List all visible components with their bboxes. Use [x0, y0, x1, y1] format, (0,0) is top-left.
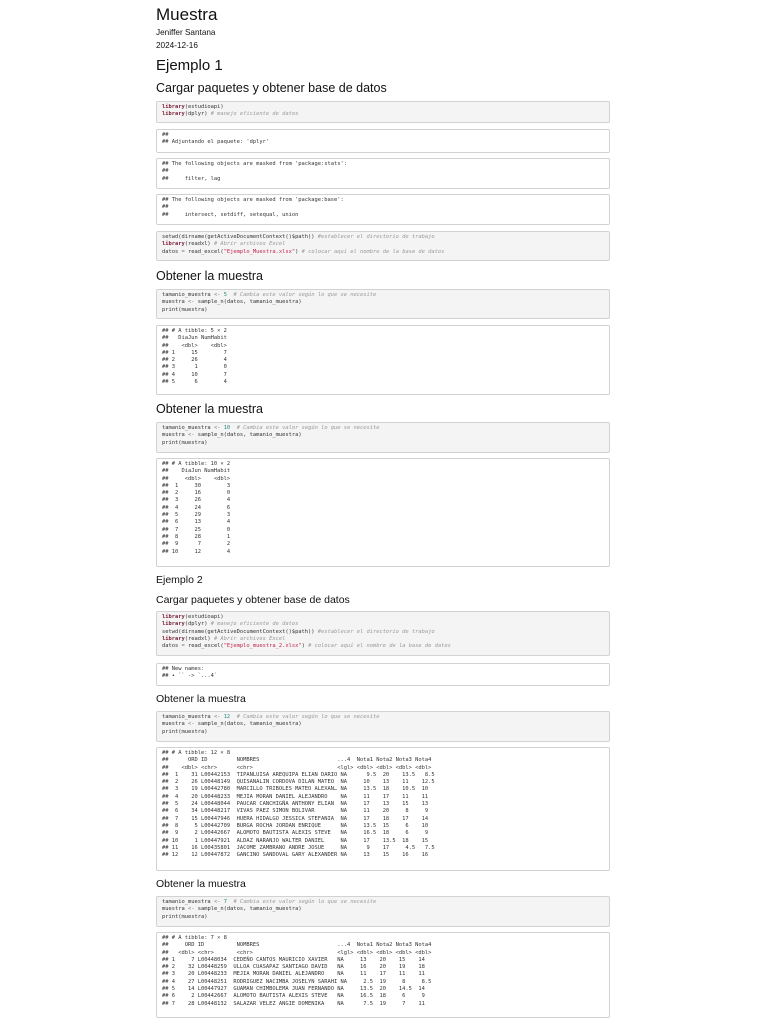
code-token: # manejo eficiente de datos	[210, 111, 299, 118]
output-block	[156, 129, 610, 153]
heading-obtener-muestra-3: Obtener la muestra	[156, 693, 246, 705]
output-line: ## 1 30 3	[162, 482, 231, 489]
output-line: ## 3 20 L00448233 MEJIA MORAN DANIEL ALEJANDRO NA 11 17 11 11	[162, 971, 425, 978]
code-token: <-	[187, 299, 195, 306]
code-token: # Cambia este valor según lo que se necesite	[233, 899, 377, 905]
author: Jeniffer Santana	[156, 28, 216, 37]
code-token: sample_n(datos, tamanio_muestra)	[194, 906, 302, 913]
output-line: ## 10 12 4	[162, 548, 231, 555]
heading-obtener-muestra-1: Obtener la muestra	[156, 269, 263, 283]
output-line: ## ORD ID NOMBRES ...4 Nota1 Nota2 Nota3 Nota4	[162, 757, 432, 764]
code-line	[162, 643, 604, 650]
code-token: 10	[223, 425, 231, 431]
output-line: ## 5 14 L00447927 GUAMAN CHIMBOLEMA JUAN FERNANDO NA 13.5 20 14.5 14	[162, 986, 425, 993]
code-token: # Abrir archivos Excel	[213, 241, 286, 248]
code-token: "Ejemplo_muestra_2.xlsx"	[223, 643, 302, 650]
output-line: ## 3 19 L00442780 MARCILLO TRIBOLES MATEO ALEXAN… NA 13.5 18 10.5 10	[162, 786, 429, 793]
code-token: sample_n(datos, tamanio_muestra)	[194, 432, 302, 439]
code-block	[156, 422, 610, 453]
heading-ejemplo-1: Ejemplo 1	[156, 57, 223, 74]
output-line: ##	[162, 204, 169, 211]
output-line: ## # A tibble: 5 × 2	[162, 328, 227, 334]
output-line: ## • `` -> `...4`	[162, 673, 218, 680]
code-token: #establecer el directorio de trabajo	[317, 234, 435, 240]
code-token: (dplyr)	[184, 621, 211, 628]
code-token: "Ejemplo_Muestra.xlsx"	[223, 248, 296, 255]
output-block	[156, 747, 610, 871]
code-token: )	[295, 248, 302, 255]
output-block	[156, 325, 610, 395]
code-line	[162, 234, 604, 241]
code-token: <-	[187, 906, 195, 913]
code-line	[162, 249, 604, 256]
code-token: tamanio_muestra	[162, 425, 214, 431]
output-line: ##	[162, 132, 169, 138]
code-token: <-	[213, 425, 221, 431]
code-token: read_excel(	[184, 248, 224, 255]
code-line	[162, 241, 604, 248]
output-line: ## <dbl> <dbl>	[162, 342, 227, 349]
code-token: library	[162, 111, 185, 118]
output-block	[156, 194, 610, 225]
code-token: =	[181, 643, 185, 650]
output-line: ## # A tibble: 7 × 8	[162, 935, 227, 941]
code-token: # Abrir archivos Excel	[213, 635, 286, 642]
output-line: ## DiaJun NumHabit	[162, 335, 227, 342]
output-line: ## 6 13 4	[162, 519, 231, 526]
code-line	[162, 629, 604, 636]
heading-ejemplo-2: Ejemplo 2	[156, 574, 203, 586]
code-token: sample_n(datos, tamanio_muestra)	[194, 299, 302, 306]
code-token: (dplyr)	[184, 111, 211, 118]
output-line: ## 5 6 4	[162, 379, 227, 386]
code-token: library	[162, 241, 185, 248]
code-line	[162, 721, 604, 728]
code-token: (estudioapi)	[184, 614, 224, 620]
code-token: (estudioapi)	[184, 104, 224, 110]
code-line	[162, 906, 604, 913]
code-token: (readxl)	[184, 241, 214, 248]
output-line: ## 11 16 L00435801 JACOME ZAMBRANO ANDRE JOSUE NA 9 17 4.5 7.5	[162, 844, 435, 851]
output-line: ## The following objects are masked from 'package:stats':	[162, 161, 347, 167]
code-token: library	[162, 635, 185, 642]
output-line: ## 5 24 L00448044 PAUCAR CANCHIGÑA ANTHONY ELIAN NA 17 13 15 13	[162, 801, 429, 808]
code-token: library	[162, 104, 185, 110]
output-line: ## ORD ID NOMBRES ...4 Nota1 Nota2 Nota3 Nota4	[162, 942, 432, 949]
output-line: ## <dbl> <chr> <chr> <lgl> <dbl> <dbl> <dbl> <dbl>	[162, 949, 432, 956]
code-token: # Cambia este valor según lo que se necesite	[236, 425, 380, 431]
code-line	[162, 432, 604, 439]
code-line	[162, 299, 604, 306]
output-line: ## New names:	[162, 666, 205, 672]
code-token: <-	[187, 432, 195, 439]
code-block	[156, 231, 610, 261]
output-line: ## 12 12 L00447872 GANCINO SANDOVAL GARY ALEXANDER NA 13 15 16 16	[162, 852, 429, 859]
code-token: # manejo eficiente de datos	[210, 621, 299, 628]
code-token: # Cambia este valor según lo que se necesite	[236, 714, 380, 720]
code-block	[156, 611, 610, 656]
code-token: <-	[187, 721, 195, 728]
heading-cargar-paquetes-2: Cargar paquetes y obtener base de datos	[156, 594, 350, 606]
output-line: ## 1 7 L00448034 CEDEÑO CANTOS MAURICIO XAVIER NA 13 20 15 14	[162, 956, 425, 963]
output-block	[156, 158, 610, 189]
code-token: <-	[213, 292, 221, 298]
output-line: ## 2 26 L00448149 QUISANALIN CORDOVA DILAN MATEO NA 10 13 11 12.5	[162, 779, 435, 786]
code-token: tamanio_muestra	[162, 899, 214, 905]
code-token: print(muestra)	[162, 439, 208, 446]
code-line	[162, 292, 604, 299]
output-line: ## 9 2 L00442667 ALOMOTO BAUTISTA ALEXIS STEVE NA 16.5 18 6 9	[162, 830, 429, 837]
code-token: tamanio_muestra	[162, 292, 214, 298]
output-line: ## 7 15 L00447946 HUERA HIDALGO JESSICA STEFANIA NA 17 18 17 14	[162, 815, 429, 822]
code-line	[162, 614, 604, 621]
code-token: # colocar aquí el nombre de la base de datos	[301, 248, 445, 255]
output-line: ## Adjuntando el paquete: 'dplyr'	[162, 139, 270, 146]
heading-obtener-muestra-2: Obtener la muestra	[156, 402, 263, 416]
code-token: muestra	[162, 299, 188, 306]
code-token: )	[301, 643, 309, 650]
output-line: ## # A tibble: 12 × 8	[162, 750, 231, 756]
output-line: ## 6 34 L00448217 VIVAS PAEZ SIMON BOLIVAR NA 11 20 8 9	[162, 808, 429, 815]
output-line: ## 3 26 4	[162, 497, 231, 504]
output-line: ## 1 31 L00442153 TIPANLUISA AREQUIPA ELIAN DARIO NA 9.5 20 13.5 8.5	[162, 771, 435, 778]
output-line: ## 9 7 2	[162, 541, 231, 548]
code-token: muestra	[162, 432, 188, 439]
code-block	[156, 289, 610, 319]
output-line: ## 4 27 L00448251 RODRIGUEZ NACIMBA JOSELYN SARAHI NA 2.5 19 8 8.5	[162, 978, 432, 985]
code-token: <-	[213, 899, 221, 905]
code-token: 7	[223, 899, 227, 905]
output-block	[156, 663, 610, 686]
output-line: ## 5 29 3	[162, 512, 231, 519]
output-line: ##	[162, 168, 169, 175]
code-line	[162, 621, 604, 628]
code-token: print(muestra)	[162, 913, 208, 920]
code-token: print(muestra)	[162, 728, 208, 735]
heading-cargar-paquetes-1: Cargar paquetes y obtener base de datos	[156, 81, 387, 95]
code-token: datos	[162, 248, 182, 255]
code-token: muestra	[162, 721, 188, 728]
code-line	[162, 914, 604, 921]
code-line	[162, 111, 604, 118]
code-token: datos	[162, 643, 182, 650]
page-title: Muestra	[156, 5, 218, 24]
output-line: ## 1 15 7	[162, 349, 227, 356]
output-line: ## 7 25 0	[162, 526, 231, 533]
code-token: # colocar aquí el nombre de la base de datos	[308, 643, 451, 650]
output-line: ## # A tibble: 10 × 2	[162, 461, 231, 467]
output-line: ## 8 5 L00442709 BURGA ROCHA JORDAN ENRIQUE NA 13.5 15 6 10	[162, 822, 429, 829]
code-line	[162, 899, 604, 906]
code-token: tamanio_muestra	[162, 714, 214, 720]
code-block	[156, 711, 610, 742]
code-token: =	[181, 248, 185, 255]
output-line: ## <dbl> <dbl>	[162, 475, 231, 482]
output-line: ## <dbl> <chr> <chr> <lgl> <dbl> <dbl> <dbl> <dbl>	[162, 764, 432, 771]
code-token: setwd(dirname(getActiveDocumentContext()$path))	[162, 628, 318, 635]
code-token: (readxl)	[184, 635, 214, 642]
output-line: ## 4 20 L00448233 MEJIA MORAN DANIEL ALEJANDRO NA 11 17 11 11	[162, 793, 429, 800]
code-token: setwd(dirname(getActiveDocumentContext()$path))	[162, 234, 318, 240]
code-token: sample_n(datos, tamanio_muestra)	[194, 721, 302, 728]
code-token: print(muestra)	[162, 306, 208, 313]
code-token: <-	[213, 714, 221, 720]
output-line: ## DiaJun NumHabit	[162, 468, 231, 475]
code-token: #establecer el directorio de trabajo	[317, 628, 435, 635]
output-line: ## 10 1 L00447921 ALDAZ NARANJO WALTER DANIEL NA 17 13.5 18 15	[162, 837, 429, 844]
code-line	[162, 440, 604, 447]
output-line: ## 4 24 6	[162, 504, 231, 511]
output-line: ## 7 28 L00448132 SALAZAR VELEZ ANGIE DOMENIKA NA 7.5 19 7 11	[162, 1000, 425, 1007]
output-block	[156, 458, 610, 567]
output-line: ## The following objects are masked from 'package:base':	[162, 197, 344, 203]
output-line: ## intersect, setdiff, setequal, union	[162, 211, 299, 218]
output-line: ## 6 2 L00442667 ALOMOTO BAUTISTA ALEXIS STEVE NA 16.5 18 6 9	[162, 993, 425, 1000]
code-block	[156, 101, 610, 123]
date: 2024-12-16	[156, 41, 198, 50]
output-line: ## 8 28 1	[162, 533, 231, 540]
code-token: library	[162, 621, 185, 628]
output-line: ## 2 16 0	[162, 490, 231, 497]
code-line	[162, 729, 604, 736]
code-line	[162, 307, 604, 314]
code-token: read_excel(	[184, 643, 224, 650]
code-token: # Cambia este valor según lo que se necesite	[233, 292, 377, 298]
output-line: ## 4 10 7	[162, 371, 227, 378]
output-line: ## filter, lag	[162, 175, 221, 182]
code-line	[162, 104, 604, 111]
heading-obtener-muestra-4: Obtener la muestra	[156, 878, 246, 890]
code-block	[156, 896, 610, 927]
code-line	[162, 425, 604, 432]
output-line: ## 2 32 L00448259 ULLOA CUASAPAZ SANTIAGO DAVID NA 16 20 19 18	[162, 964, 425, 971]
code-token: library	[162, 614, 185, 620]
code-line	[162, 714, 604, 721]
code-token: 12	[223, 714, 231, 720]
output-line: ## 3 1 0	[162, 364, 227, 371]
output-line: ## 2 26 4	[162, 357, 227, 364]
code-token: 5	[223, 292, 227, 298]
code-token: muestra	[162, 906, 188, 913]
output-block	[156, 932, 610, 1018]
